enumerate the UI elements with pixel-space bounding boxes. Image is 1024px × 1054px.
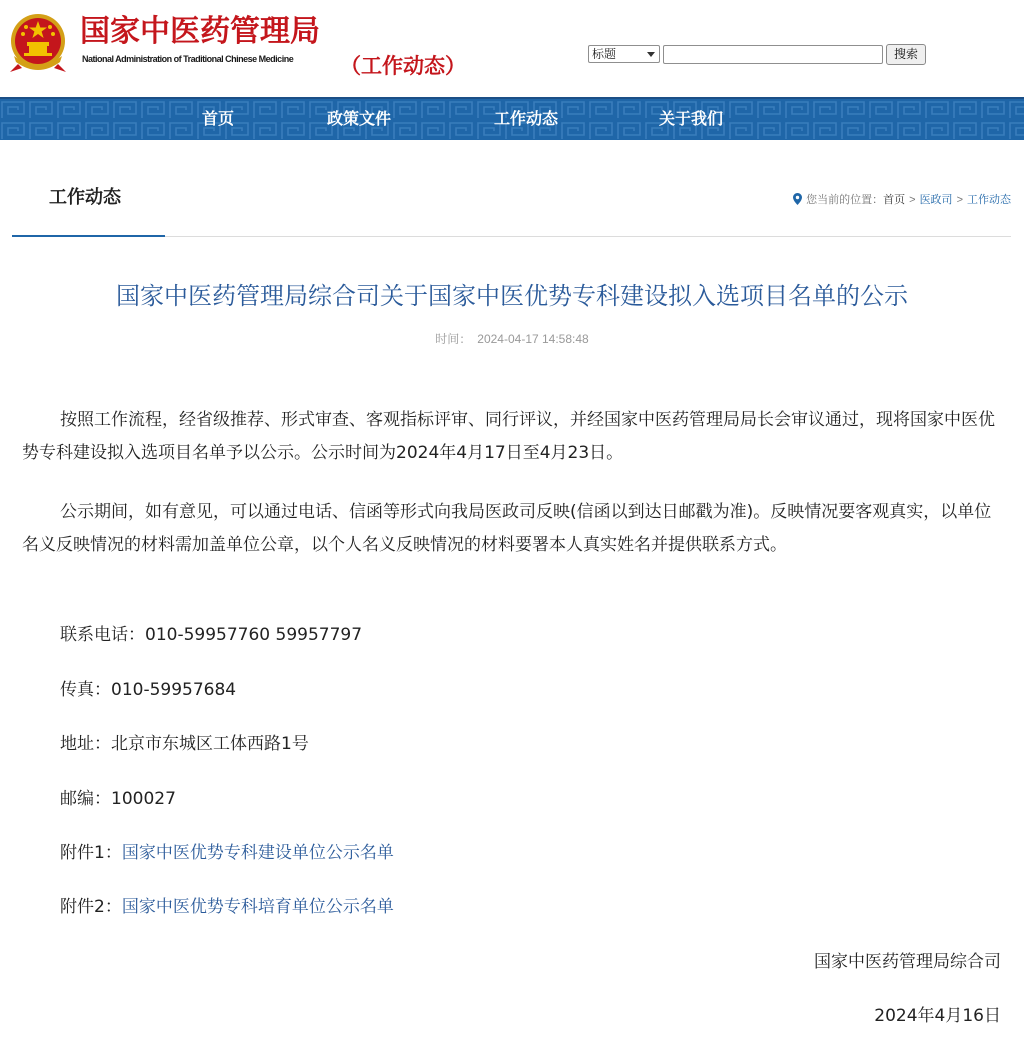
main-nav [0, 97, 1024, 140]
national-emblem-icon [8, 12, 68, 74]
article-paragraph: 公示期间，如有意见，可以通过电话、信函等形式向我局医政司反映(信函以到达日邮戳为准)。反映情况要客观真实，以单位名义反映情况的材料需加盖单位公章，以个人名义反映情况的材料要署本人真实姓名并提供联系方式。 [22, 502, 992, 555]
article-paragraph: 按照工作流程，经省级推荐、形式审查、客观指标评审、同行评议，并经国家中医药管理局局长会审议通过，现将国家中医优势专科建设拟入选项目名单予以公示。公示时间为2024年4月17日至4月23日。 [22, 410, 995, 463]
breadcrumb-level2[interactable]: 工作动态 [967, 194, 1011, 206]
attachment-item [60, 895, 394, 919]
nav-item-home[interactable]: 首页 [202, 109, 235, 128]
nav-item-about-us[interactable]: 关于我们 [659, 109, 724, 128]
chevron-down-icon [647, 52, 655, 57]
article-time [0, 331, 1024, 347]
search-input[interactable] [663, 45, 883, 64]
breadcrumb-level1[interactable]: 医政司 [919, 194, 953, 206]
article-time-label: 时间： [435, 332, 472, 346]
breadcrumb-separator: > [909, 194, 916, 206]
search-scope-value: 标题 [592, 47, 617, 61]
breadcrumb-prefix: 您当前的位置： [806, 194, 884, 206]
nav-item-policy-docs[interactable]: 政策文件 [327, 109, 392, 128]
contact-phone: 联系电话：010-59957760 59957797 [60, 625, 363, 645]
signature-date: 2024年4月16日 [874, 1006, 1001, 1026]
nav-item-work-news[interactable]: 工作动态 [494, 109, 559, 128]
attachment-label: 附件2： [60, 897, 122, 917]
article-title: 国家中医药管理局综合司关于国家中医优势专科建设拟入选项目名单的公示 [116, 282, 908, 310]
attachment-link[interactable]: 国家中医优势专科建设单位公示名单 [121, 843, 394, 863]
attachment-link[interactable]: 国家中医优势专科培育单位公示名单 [121, 897, 394, 917]
breadcrumb-separator: > [956, 194, 963, 206]
page-title: 工作动态 [49, 187, 121, 208]
section-tag: （工作动态） [340, 54, 466, 78]
breadcrumb [793, 192, 1011, 208]
contact-postcode: 邮编：100027 [60, 789, 176, 809]
contact-fax: 传真：010-59957684 [60, 680, 237, 700]
article-time-value: 2024-04-17 14:58:48 [477, 332, 589, 346]
site-logo-subtitle: National Administration of Traditional Chinese Medicine [82, 54, 294, 64]
location-pin-icon [793, 193, 802, 205]
search-button[interactable]: 搜索 [886, 44, 926, 65]
title-underline [12, 235, 165, 237]
attachment-label: 附件1： [60, 843, 122, 863]
breadcrumb-home[interactable]: 首页 [883, 194, 906, 206]
attachment-item [60, 841, 394, 865]
contact-address: 地址：北京市东城区工体西路1号 [60, 734, 309, 754]
site-header [0, 0, 1024, 96]
site-logo-title[interactable]: 国家中医药管理局 [80, 14, 320, 49]
signature-organization: 国家中医药管理局综合司 [814, 952, 1001, 972]
search-scope-select[interactable] [588, 45, 660, 63]
